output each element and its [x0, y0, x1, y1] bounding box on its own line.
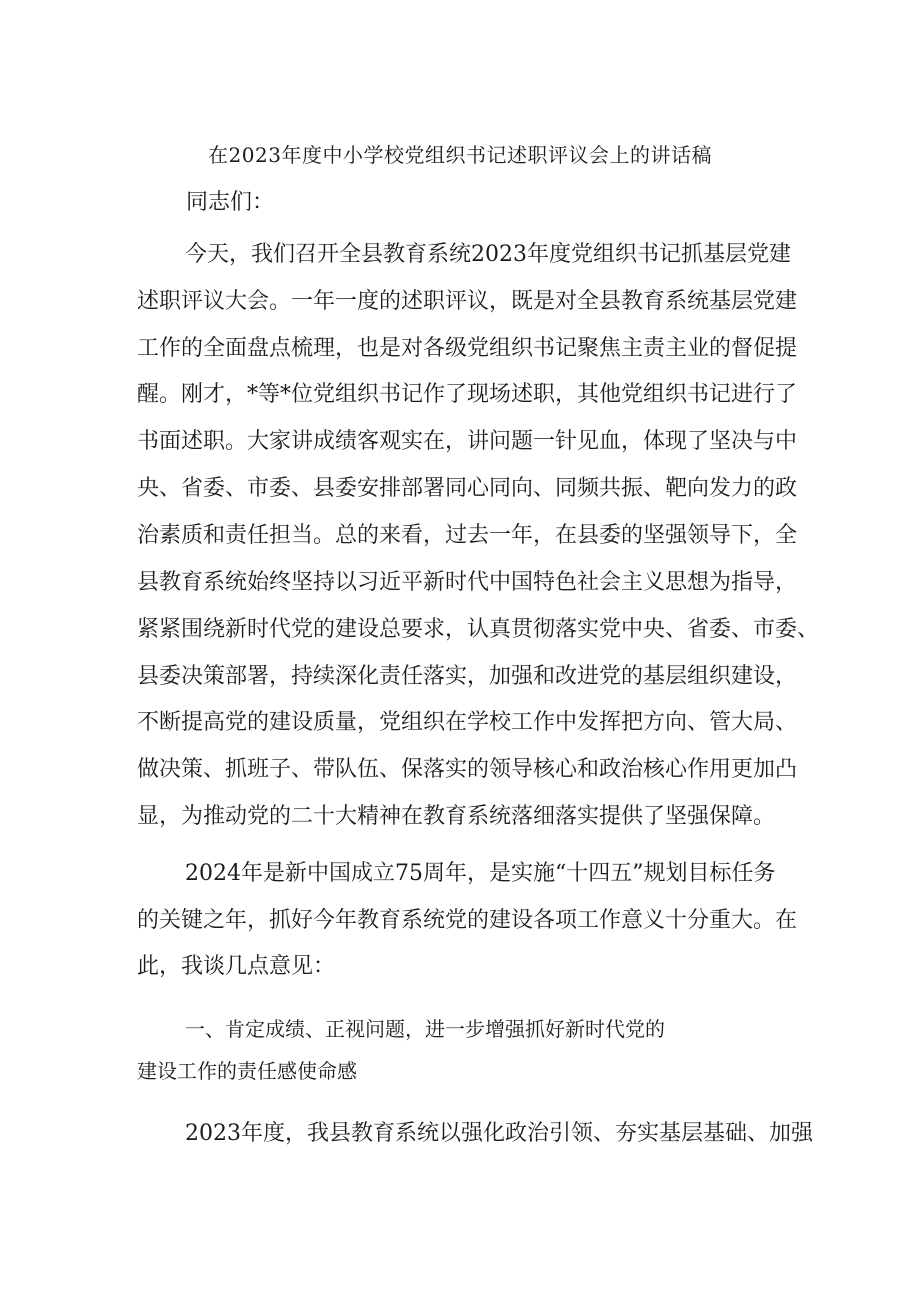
paragraph-1-line: 今天，我们召开全县教育系统2023年度党组织书记抓基层党建 — [185, 242, 791, 267]
paragraph-2-line: 的关键之年，抓好今年教育系统党的建设各项工作意义十分重大。在 — [137, 908, 798, 933]
paragraph-3-line: 2023年度，我县教育系统以强化政治引领、夯实基层基础、加强 — [185, 1121, 813, 1146]
paragraph-1-line: 紧紧围绕新时代党的建设总要求，认真贯彻落实党中央、省委、市委、 — [137, 617, 820, 642]
paragraph-1-line: 不断提高党的建设质量，党组织在学校工作中发挥把方向、管大局、 — [137, 710, 798, 735]
salutation: 同志们： — [186, 190, 275, 215]
paragraph-2-line: 2024年是新中国成立75周年，是实施“十四五”规划目标任务 — [185, 861, 776, 886]
paragraph-1-line: 醒。刚才，*等*位党组织书记作了现场述职，其他党组织书记进行了 — [137, 382, 798, 407]
paragraph-1-line: 显，为推动党的二十大精神在教育系统落细落实提供了坚强保障。 — [137, 804, 776, 829]
paragraph-1-line: 工作的全面盘点梳理，也是对各级党组织书记聚焦主责主业的督促提 — [137, 336, 798, 361]
section-heading-1: 一、肯定成绩、正视问题，进一步增强抓好新时代党的 — [185, 1017, 665, 1041]
paragraph-1-line: 书面述职。大家讲成绩客观实在，讲问题一针见血，体现了坚决与中 — [137, 429, 798, 454]
paragraph-1-line: 央、省委、市委、县委安排部署同心同向、同频共振、靶向发力的政 — [137, 476, 798, 501]
paragraph-1-line: 治素质和责任担当。总的来看，过去一年，在县委的坚强领导下，全 — [137, 523, 798, 548]
section-heading-1: 建设工作的责任感使命感 — [137, 1059, 357, 1083]
paragraph-1-line: 县委决策部署，持续深化责任落实，加强和改进党的基层组织建设， — [137, 664, 798, 689]
paragraph-2-line: 此，我谈几点意见： — [137, 954, 336, 979]
paragraph-1-line: 县教育系统始终坚持以习近平新时代中国特色社会主义思想为指导， — [137, 570, 798, 595]
document-title: 在2023年度中小学校党组织书记述职评议会上的讲话稿 — [208, 143, 712, 167]
paragraph-1-line: 述职评议大会。一年一度的述职评议，既是对全县教育系统基层党建 — [137, 289, 798, 314]
paragraph-1-line: 做决策、抓班子、带队伍、保落实的领导核心和政治核心作用更加凸 — [137, 757, 798, 782]
